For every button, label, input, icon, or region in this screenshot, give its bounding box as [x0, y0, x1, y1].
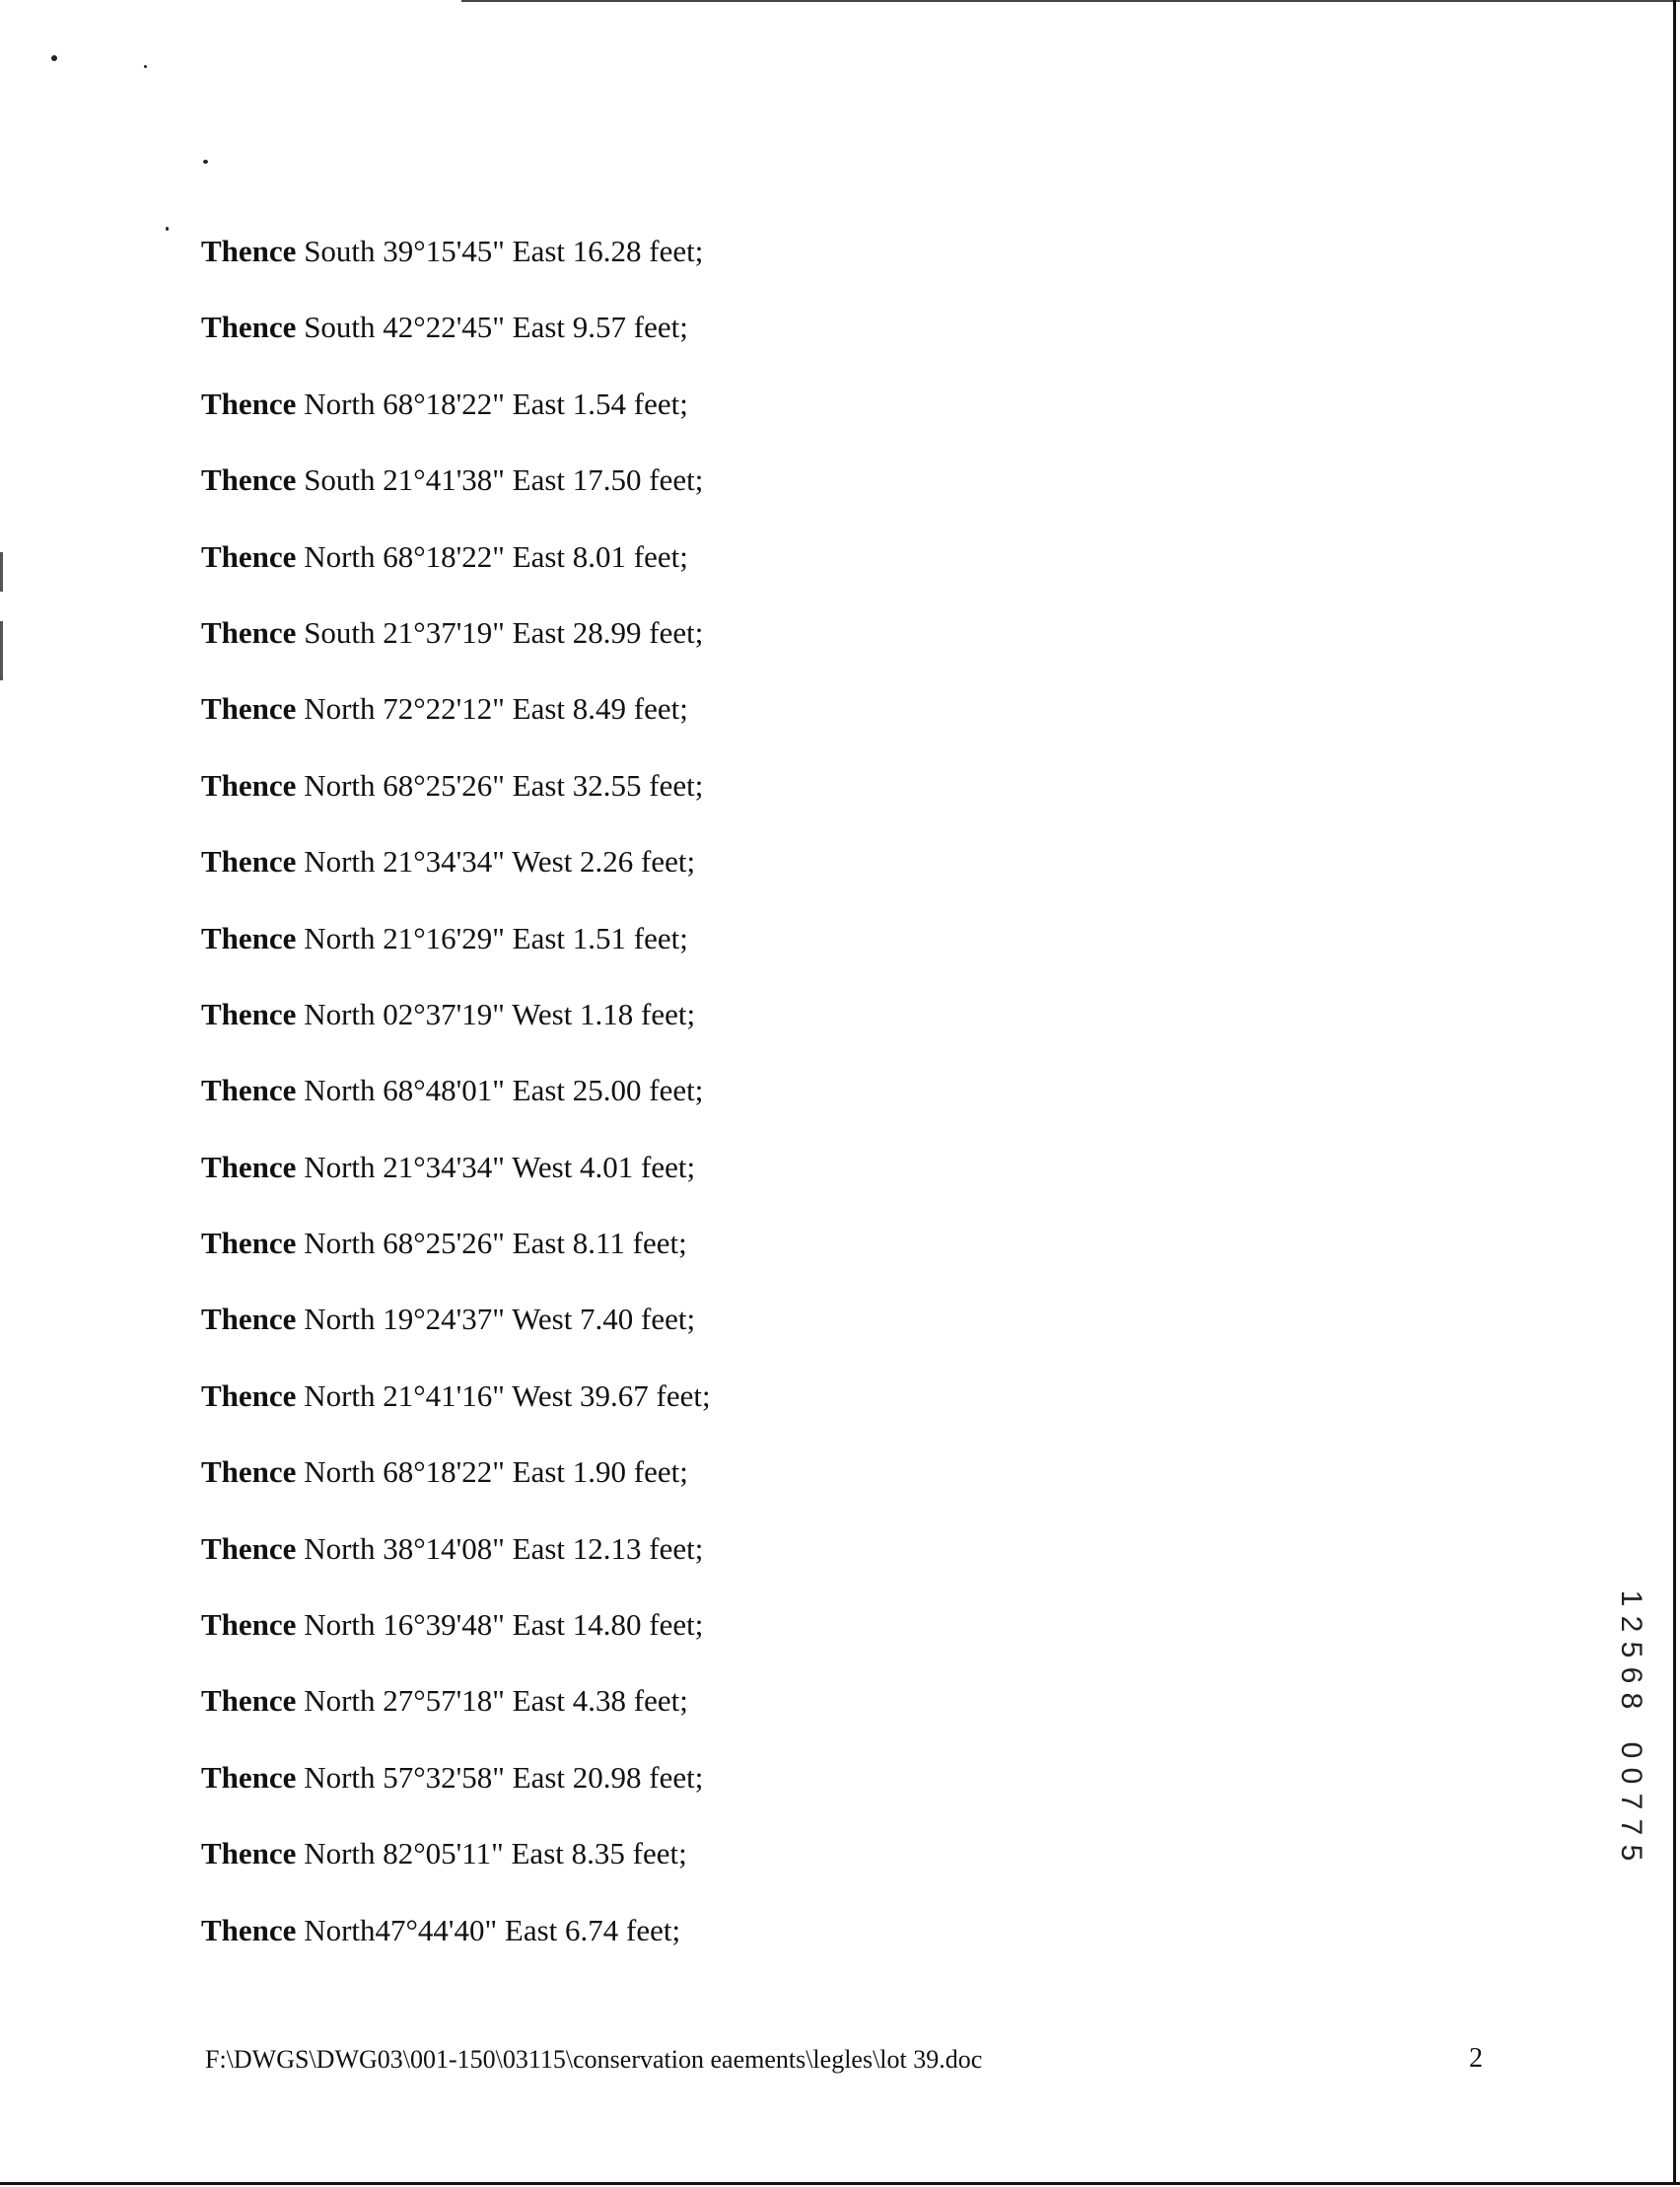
scan-edge-mark [0, 552, 3, 592]
document-number-stamp [1613, 1586, 1648, 1866]
course-line [201, 614, 711, 690]
course-keyword: Thence [201, 691, 297, 727]
course-keyword: Thence [201, 310, 297, 345]
course-bearing-distance: North 68°18'22" East 8.01 feet; [304, 538, 688, 574]
course-bearing-distance: North 68°18'22" East 1.54 feet; [304, 386, 688, 421]
course-keyword: Thence [201, 1454, 297, 1490]
course-line [201, 690, 711, 766]
course-keyword: Thence [201, 1759, 297, 1795]
course-bearing-distance: North 27°57'18" East 4.38 feet; [304, 1683, 688, 1719]
course-keyword: Thence [201, 234, 297, 268]
course-line [201, 386, 711, 461]
course-bearing-distance: North 38°14'08" East 12.13 feet; [304, 1530, 704, 1566]
page-border-bottom [0, 2182, 1680, 2185]
course-bearing-distance: North 19°24'37" West 7.40 feet; [304, 1302, 696, 1337]
course-bearing-distance: South 21°37'19" East 28.99 feet; [304, 614, 704, 650]
course-bearing-distance: North 57°32'58" East 20.98 feet; [304, 1759, 704, 1795]
course-keyword: Thence [201, 386, 297, 421]
course-keyword: Thence [201, 614, 297, 650]
stamp-digit: 1 [1615, 1589, 1647, 1607]
stamp-digit: 2 [1615, 1615, 1647, 1633]
stamp-digit: 7 [1615, 1793, 1647, 1810]
course-keyword: Thence [201, 1226, 297, 1261]
course-keyword: Thence [201, 1912, 297, 1947]
course-bearing-distance: North 72°22'12" East 8.49 feet; [304, 691, 688, 727]
course-line [201, 920, 711, 996]
course-keyword: Thence [201, 844, 297, 880]
course-line [201, 1530, 711, 1606]
course-bearing-distance: South 21°41'38" East 17.50 feet; [304, 462, 704, 498]
course-line [201, 1072, 711, 1148]
course-bearing-distance: South 39°15'45" East 16.28 feet; [304, 234, 704, 268]
course-line [201, 1225, 711, 1301]
course-bearing-distance: North 68°25'26" East 32.55 feet; [304, 767, 704, 803]
course-keyword: Thence [201, 920, 297, 955]
scan-edge-mark [0, 621, 3, 680]
course-keyword: Thence [201, 538, 297, 574]
course-keyword: Thence [201, 996, 297, 1031]
stamp-digit: 0 [1615, 1767, 1647, 1785]
course-line [201, 538, 711, 614]
scan-speck [51, 55, 57, 61]
course-bearing-distance: North 21°16'29" East 1.51 feet; [304, 920, 688, 955]
course-bearing-distance: North 68°18'22" East 1.90 feet; [304, 1454, 688, 1490]
course-keyword: Thence [201, 1530, 297, 1566]
course-keyword: Thence [201, 767, 297, 803]
course-line [201, 1377, 711, 1453]
stamp-digit: 6 [1615, 1666, 1647, 1684]
course-keyword: Thence [201, 1073, 297, 1108]
scan-speck [144, 65, 147, 68]
course-line [201, 767, 711, 843]
course-bearing-distance: North 21°34'34" West 4.01 feet; [304, 1149, 696, 1184]
course-bearing-distance: North 82°05'11" East 8.35 feet; [304, 1836, 687, 1871]
course-bearing-distance: North 02°37'19" West 1.18 feet; [304, 996, 696, 1031]
page-border-top [461, 0, 1680, 2]
stamp-digit: 5 [1615, 1641, 1647, 1658]
legal-description-courses [201, 233, 711, 1988]
stamp-digit: 8 [1615, 1692, 1647, 1710]
course-bearing-distance: South 42°22'45" East 9.57 feet; [304, 310, 688, 345]
course-bearing-distance: North 68°48'01" East 25.00 feet; [304, 1073, 704, 1108]
course-bearing-distance: North 21°41'16" West 39.67 feet; [304, 1377, 711, 1413]
course-line [201, 843, 711, 919]
course-line [201, 1453, 711, 1529]
course-keyword: Thence [201, 1302, 297, 1337]
stamp-digit: 5 [1615, 1844, 1647, 1862]
course-keyword: Thence [201, 1836, 297, 1871]
page-border-right [1673, 0, 1676, 2183]
course-line [201, 1606, 711, 1682]
scan-speck [203, 160, 208, 164]
course-line [201, 1149, 711, 1225]
course-bearing-distance: North47°44'40" East 6.74 feet; [304, 1912, 681, 1947]
course-bearing-distance: North 16°39'48" East 14.80 feet; [304, 1607, 704, 1643]
page-number: 2 [1469, 2043, 1483, 2074]
course-keyword: Thence [201, 1377, 297, 1413]
stamp-digit: 0 [1615, 1741, 1647, 1759]
course-line [201, 1912, 711, 1988]
course-line [201, 309, 711, 385]
course-keyword: Thence [201, 462, 297, 498]
course-keyword: Thence [201, 1149, 297, 1184]
course-keyword: Thence [201, 1683, 297, 1719]
course-line [201, 1301, 711, 1376]
course-line [201, 1682, 711, 1758]
course-line [201, 996, 711, 1072]
course-line [201, 1835, 711, 1911]
course-bearing-distance: North 21°34'34" West 2.26 feet; [304, 844, 696, 880]
course-line [201, 461, 711, 537]
course-keyword: Thence [201, 1607, 297, 1643]
footer-file-path: F:\DWGS\DWG03\001-150\03115\conservation eaements\legles\lot 39.doc [205, 2045, 983, 2074]
stamp-digit: 7 [1615, 1818, 1647, 1836]
course-line [201, 233, 711, 309]
course-bearing-distance: North 68°25'26" East 8.11 feet; [304, 1226, 687, 1261]
scan-speck [166, 227, 169, 231]
course-line [201, 1759, 711, 1835]
